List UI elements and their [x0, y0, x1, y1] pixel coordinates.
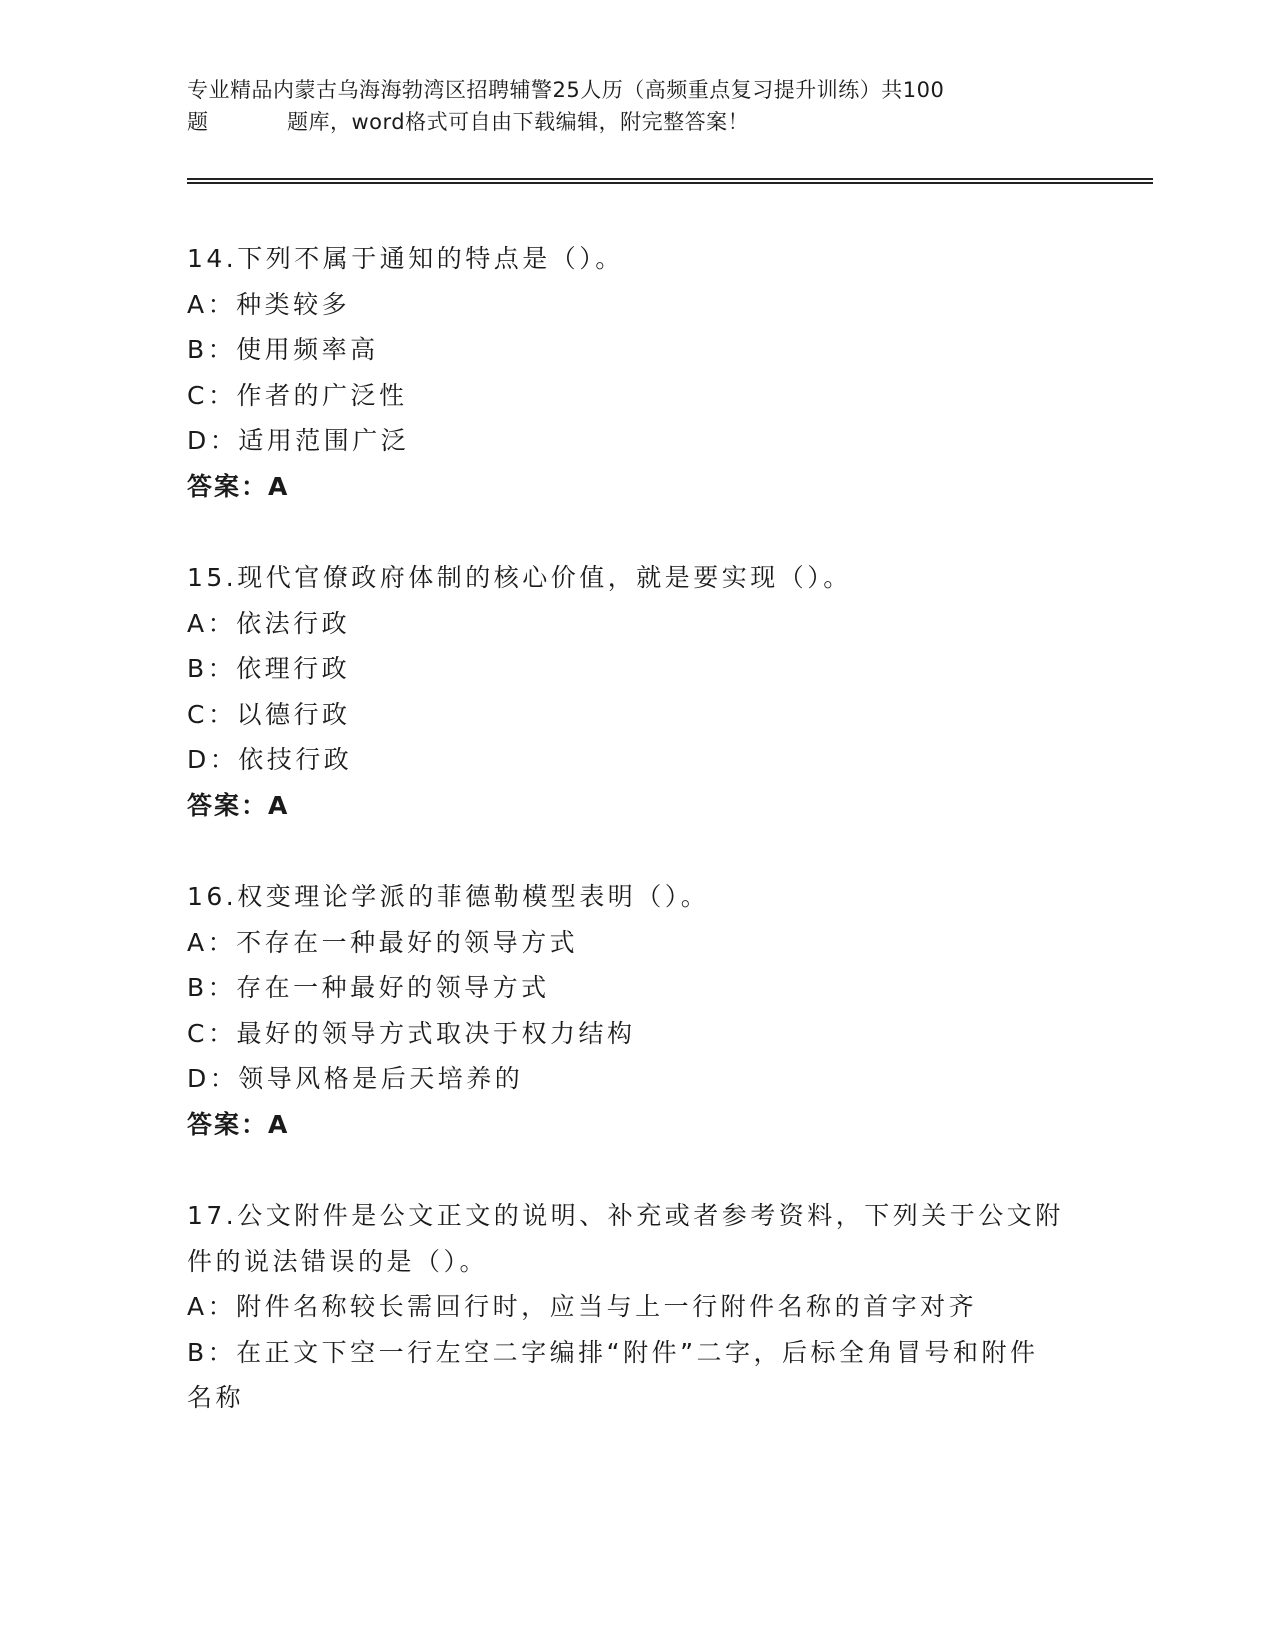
- question-stem: 16.权变理论学派的菲德勒模型表明（）。: [187, 882, 710, 911]
- question-stem: 14.下列不属于通知的特点是（）。: [187, 244, 624, 273]
- option-b-line1: B：在正文下空一行左空二字编排“附件”二字，后标全角冒号和附件: [187, 1337, 1039, 1367]
- option-b: B：依理行政: [187, 654, 351, 683]
- header-divider-top: [187, 178, 1153, 180]
- header-title-line2-lead: 题: [187, 110, 209, 134]
- option-d: D：适用范围广泛: [187, 426, 410, 455]
- option-c: C：以德行政: [187, 699, 351, 729]
- header-title-line1: 专业精品内蒙古乌海海勃湾区招聘辅警25人历（高频重点复习提升训练）共100: [187, 78, 945, 102]
- question-list: [187, 236, 1087, 1467]
- question-stem: 15.现代官僚政府体制的核心价值，就是要实现（）。: [187, 563, 852, 592]
- option-a: A：附件名称较长需回行时，应当与上一行附件名称的首字对齐: [187, 1292, 978, 1321]
- question-15: [187, 555, 1087, 828]
- option-b: B：存在一种最好的领导方式: [187, 973, 550, 1002]
- option-c: C：最好的领导方式取决于权力结构: [187, 1018, 636, 1048]
- answer-label: 答案：A: [187, 1109, 290, 1139]
- question-16: [187, 874, 1087, 1147]
- option-c: C：作者的广泛性: [187, 380, 408, 410]
- answer-label: 答案：A: [187, 471, 290, 501]
- option-d: D：领导风格是后天培养的: [187, 1064, 524, 1093]
- question-stem-line1: 17.公文附件是公文正文的说明、补充或者参考资料，下列关于公文附: [187, 1201, 1064, 1230]
- option-a: A：种类较多: [187, 289, 351, 319]
- option-a: A：不存在一种最好的领导方式: [187, 927, 579, 957]
- header-title-line2: [187, 106, 1087, 138]
- option-a: A：依法行政: [187, 608, 351, 638]
- option-b: B：使用频率高: [187, 335, 379, 364]
- answer-label: 答案：A: [187, 790, 290, 820]
- option-b-line2: 名称: [187, 1383, 245, 1412]
- question-17: [187, 1193, 1087, 1421]
- option-d: D：依技行政: [187, 745, 353, 774]
- header-title-line2-rest: 题库，word格式可自由下载编辑，附完整答案！: [287, 110, 750, 134]
- question-14: [187, 236, 1087, 509]
- document-header: [187, 74, 1087, 138]
- question-stem-line2: 件的说法错误的是（）。: [187, 1246, 489, 1276]
- header-divider-bottom: [187, 182, 1153, 184]
